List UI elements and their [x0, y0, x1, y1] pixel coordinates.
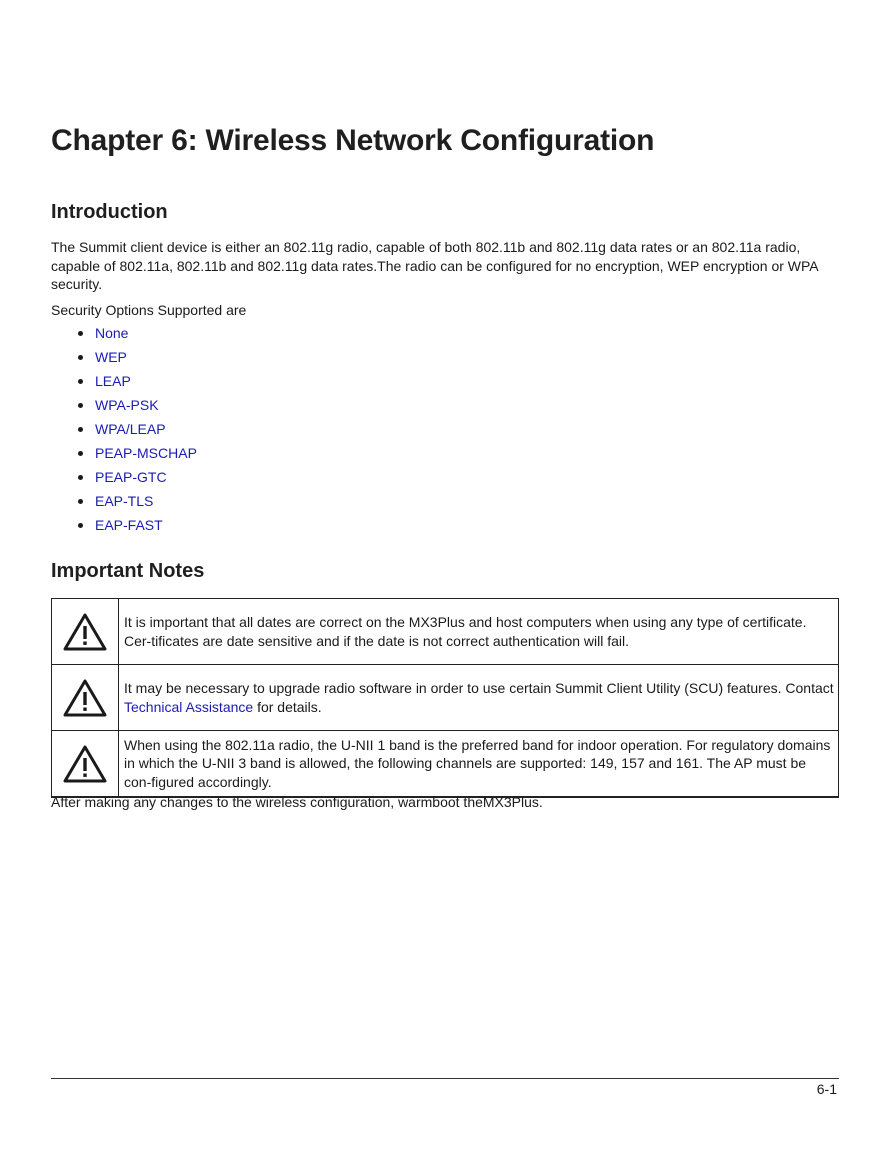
page-number: 6-1: [816, 1081, 837, 1097]
bullet-icon: [78, 475, 83, 480]
note-icon-cell: [52, 665, 119, 731]
security-option-link-leap[interactable]: LEAP: [95, 373, 131, 389]
bullet-icon: [78, 499, 83, 504]
warning-triangle-icon: [62, 612, 108, 652]
note-icon-cell: [52, 599, 119, 665]
security-option-link-eap-tls[interactable]: EAP-TLS: [95, 493, 154, 509]
bullet-icon: [78, 403, 83, 408]
bullet-icon: [78, 355, 83, 360]
list-item: [72, 516, 197, 540]
list-item: [72, 444, 197, 468]
note-text-cell: [119, 599, 839, 665]
chapter-title: Chapter 6: Wireless Network Configuration: [51, 124, 655, 157]
bullet-icon: [78, 451, 83, 456]
note-icon-cell: [52, 731, 119, 798]
note-text-cell: [119, 665, 839, 731]
security-option-link-none[interactable]: None: [95, 325, 129, 341]
security-options-label: Security Options Supported are: [51, 302, 247, 318]
bullet-icon: [78, 523, 83, 528]
bullet-icon: [78, 379, 83, 384]
table-row: [52, 599, 839, 665]
warning-triangle-icon: [62, 744, 108, 784]
important-notes-table: [51, 598, 839, 798]
security-options-list: [72, 324, 197, 540]
note-text: It is important that all dates are correct on the MX3Plus and host computers when using any type of certificate. Cer-tificates are date sensitive and if the date is not correct authentication will fail.: [124, 614, 807, 649]
after-changes-paragraph: After making any changes to the wireless configuration, warmboot theMX3Plus.: [51, 794, 543, 810]
list-item: [72, 468, 197, 492]
list-item: [72, 396, 197, 420]
note-text-cell: [119, 731, 839, 798]
introduction-paragraph: The Summit client device is either an 802.11g radio, capable of both 802.11b and 802.11g data rates or an 802.11a radio, capable of 802.11a, 802.11b and 802.11g data rates.The radio can be configured for no encryption, WEP encryption or WPA security.: [51, 239, 818, 292]
important-notes-heading: Important Notes: [51, 560, 205, 582]
list-item: [72, 372, 197, 396]
warning-triangle-icon: [62, 678, 108, 718]
table-row: [52, 665, 839, 731]
bullet-icon: [78, 427, 83, 432]
list-item: [72, 492, 197, 516]
security-option-link-wpa-psk[interactable]: WPA-PSK: [95, 397, 159, 413]
security-option-link-wep[interactable]: WEP: [95, 349, 127, 365]
introduction-heading: Introduction: [51, 201, 168, 223]
list-item: [72, 324, 197, 348]
security-option-link-eap-fast[interactable]: EAP-FAST: [95, 517, 163, 533]
list-item: [72, 420, 197, 444]
table-row: [52, 731, 839, 798]
bullet-icon: [78, 331, 83, 336]
note-text-before: It may be necessary to upgrade radio software in order to use certain Summit Client Utility (SCU) features. Contact: [124, 680, 834, 696]
list-item: [72, 348, 197, 372]
security-option-link-peap-gtc[interactable]: PEAP-GTC: [95, 469, 167, 485]
security-option-link-peap-mschap[interactable]: PEAP-MSCHAP: [95, 445, 197, 461]
note-text-after: for details.: [253, 698, 322, 715]
footer-divider: [51, 1078, 839, 1079]
note-text: When using the 802.11a radio, the U-NII 1 band is the preferred band for indoor operation. For regulatory domains in which the U-NII 3 band is allowed, the following channels are supported: 149, 157 and 161. The AP must be con-figured accordingly.: [124, 736, 831, 790]
security-option-link-wpa-leap[interactable]: WPA/LEAP: [95, 421, 166, 437]
technical-assistance-link[interactable]: Technical Assistance: [124, 698, 254, 715]
